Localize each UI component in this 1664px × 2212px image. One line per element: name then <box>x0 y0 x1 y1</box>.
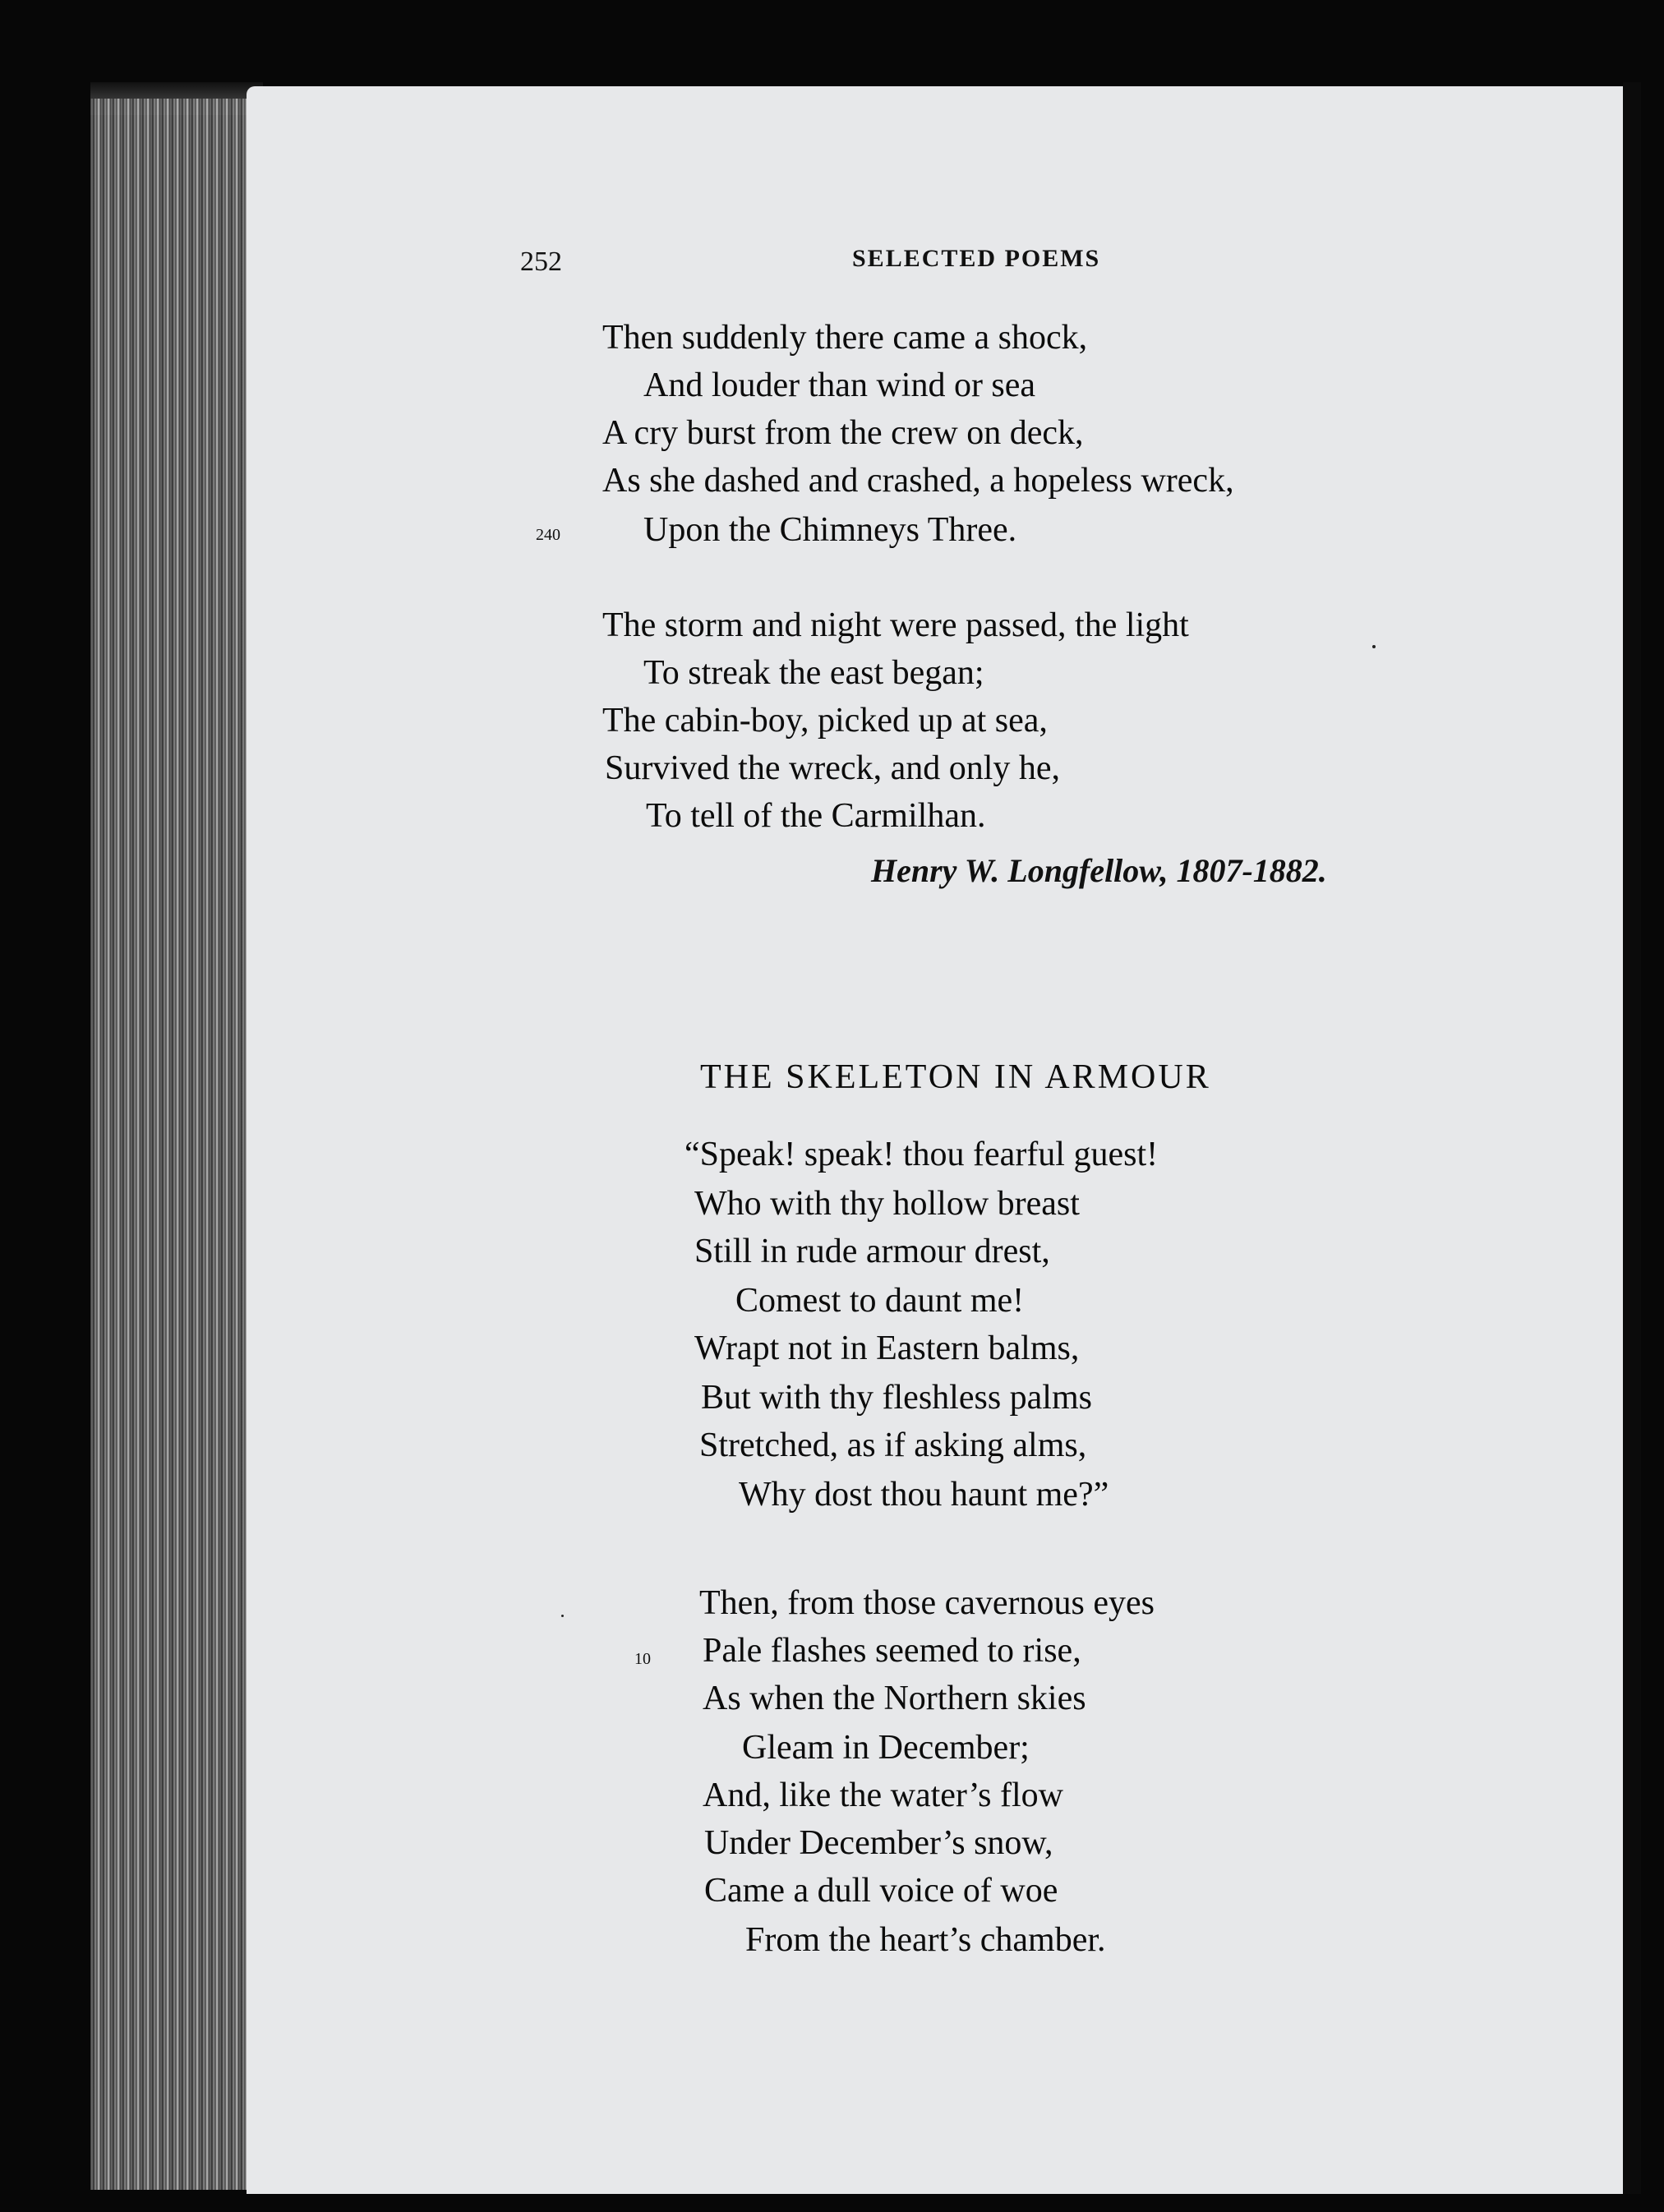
verse-line: The cabin-boy, picked up at sea, <box>602 702 1048 740</box>
verse-line: To streak the east began; <box>643 654 984 692</box>
page-right-edge <box>1623 82 1641 2194</box>
verse-line: But with thy fleshless palms <box>701 1379 1092 1417</box>
line-number: 240 <box>536 526 560 544</box>
verse-line: Stretched, as if asking alms, <box>699 1426 1087 1464</box>
verse-line: And louder than wind or sea <box>643 366 1036 404</box>
book-page-edges <box>90 99 255 2190</box>
running-title: SELECTED POEMS <box>852 245 1101 272</box>
verse-line: And, like the water’s flow <box>703 1777 1063 1814</box>
attribution: Henry W. Longfellow, 1807-1882. <box>871 852 1327 889</box>
verse-line: Came a dull voice of woe <box>704 1872 1058 1910</box>
verse-line: Then, from those cavernous eyes <box>699 1584 1155 1622</box>
page-number: 252 <box>520 247 562 277</box>
verse-line: Who with thy hollow breast <box>694 1185 1080 1223</box>
ink-speck <box>1372 645 1376 648</box>
line-number: 10 <box>634 1650 651 1668</box>
verse-line: From the heart’s chamber. <box>745 1921 1106 1959</box>
poem-title: THE SKELETON IN ARMOUR <box>700 1058 1211 1096</box>
verse-line: Why dost thou haunt me?” <box>739 1476 1109 1514</box>
verse-line: “Speak! speak! thou fearful guest! <box>684 1136 1159 1173</box>
verse-line: Comest to daunt me! <box>735 1282 1025 1320</box>
verse-line: As she dashed and crashed, a hopeless wreck, <box>602 462 1234 500</box>
verse-line: Pale flashes seemed to rise, <box>703 1632 1081 1670</box>
verse-line: To tell of the Carmilhan. <box>646 797 986 835</box>
verse-line: The storm and night were passed, the light <box>602 606 1189 644</box>
ink-speck <box>561 1615 564 1617</box>
verse-line: Under December’s snow, <box>704 1824 1053 1862</box>
verse-line: As when the Northern skies <box>703 1680 1086 1717</box>
verse-line: Then suddenly there came a shock, <box>602 319 1088 357</box>
verse-line: Upon the Chimneys Three. <box>643 511 1017 549</box>
verse-line: Still in rude armour drest, <box>694 1233 1050 1270</box>
verse-line: A cry burst from the crew on deck, <box>602 414 1084 452</box>
verse-line: Survived the wreck, and only he, <box>605 749 1061 787</box>
verse-line: Gleam in December; <box>742 1729 1030 1767</box>
verse-line: Wrapt not in Eastern balms, <box>694 1330 1080 1367</box>
